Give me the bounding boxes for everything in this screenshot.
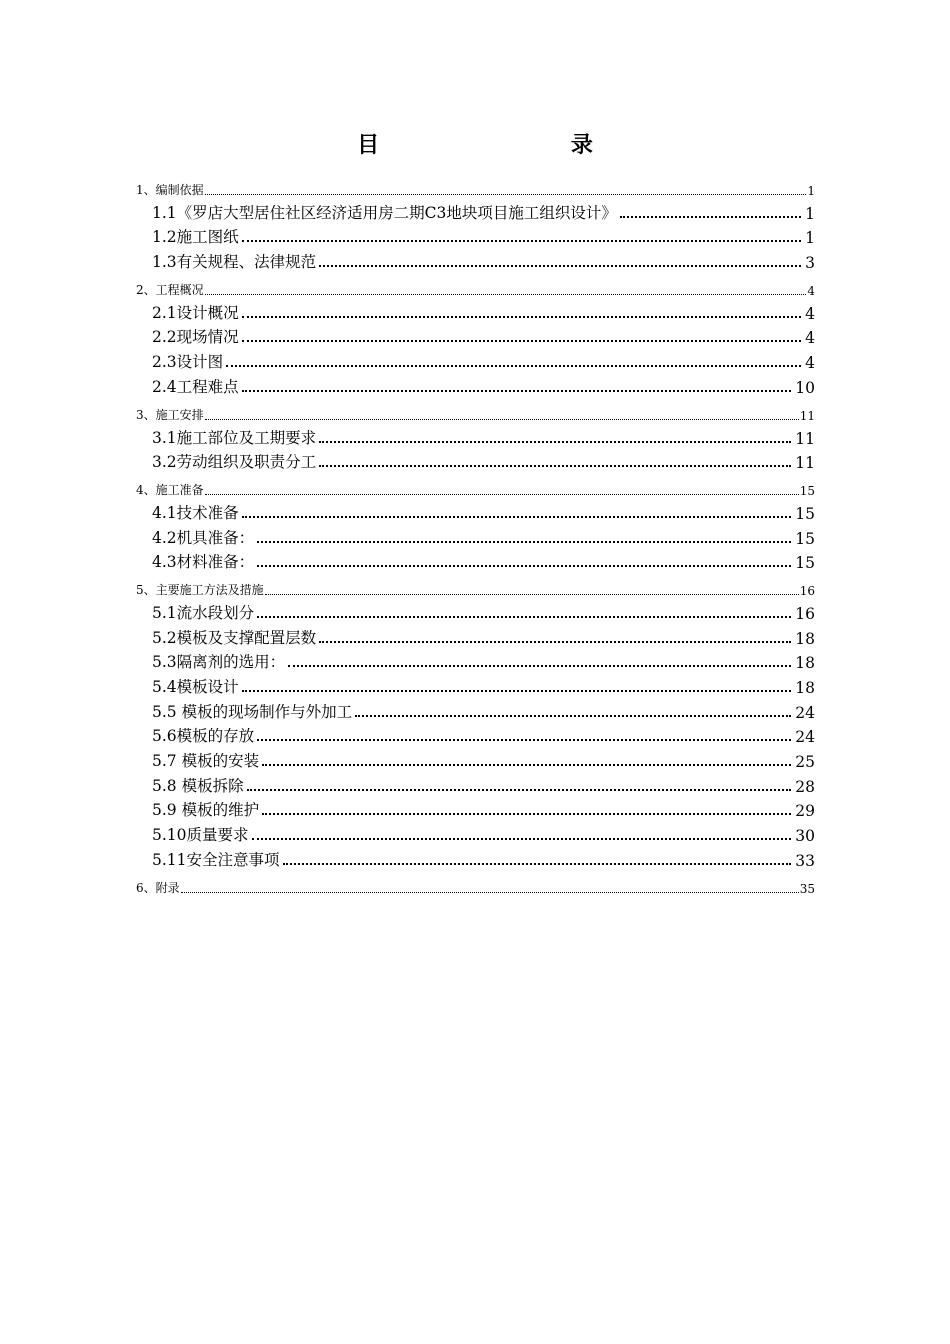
toc-entry-label: 4.3材料准备： [152,553,255,572]
toc-dot-leader [205,194,807,195]
toc-entry-label: 5.3隔离剂的选用： [152,653,286,672]
toc-entry-page-number: 15 [799,484,815,499]
toc-chapter-entry[interactable] [136,397,815,423]
toc-entry-label: 4.1技术准备 [152,503,239,522]
table-of-contents [136,172,815,896]
toc-section-entry[interactable] [136,746,815,771]
toc-section-entry[interactable] [136,223,815,248]
toc-entry-page-number: 18 [795,629,815,648]
toc-chapter-entry[interactable] [136,870,815,896]
toc-dot-leader [205,419,799,420]
toc-section-entry[interactable] [136,648,815,673]
toc-entry-label: 5.4模板设计 [152,678,239,696]
toc-dot-leader [242,240,801,242]
toc-entry-page-number: 33 [795,851,815,870]
toc-entry-label: 5.7 模板的安装 [152,752,260,771]
toc-dot-leader [257,565,791,567]
toc-entry-label: 3.2劳动组织及职责分工 [152,453,317,472]
toc-section-entry[interactable] [136,672,815,697]
toc-chapter-entry[interactable] [136,572,815,598]
toc-entry-label: 3、施工安排 [136,407,204,422]
toc-section-entry[interactable] [136,623,815,648]
toc-dot-leader [319,265,801,267]
toc-chapter-entry[interactable] [136,472,815,498]
toc-entry-label: 5.8 模板拆除 [152,776,244,795]
toc-entry-page-number: 15 [795,554,815,573]
toc-entry-page-number: 25 [795,753,815,772]
toc-entry-page-number: 10 [795,378,815,397]
toc-entry-label: 5.6模板的存放 [152,727,255,746]
toc-section-entry[interactable] [136,845,815,870]
toc-dot-leader [242,690,792,692]
page-title: 目 录 [357,132,685,158]
toc-entry-page-number: 30 [795,827,815,846]
toc-entry-label: 2.1设计概况 [152,303,239,322]
toc-section-entry[interactable] [136,820,815,845]
toc-entry-label: 5.1流水段划分 [152,603,255,622]
toc-entry-page-number: 15 [795,529,815,548]
toc-dot-leader [262,764,791,766]
toc-dot-leader [262,813,791,815]
toc-entry-label: 1.2施工图纸 [152,228,239,247]
toc-section-entry[interactable] [136,796,815,821]
toc-dot-leader [205,294,807,295]
toc-chapter-entry[interactable] [136,172,815,198]
toc-entry-label: 5.11安全注意事项 [152,850,280,869]
toc-section-entry[interactable] [136,198,815,223]
toc-dot-leader [247,789,792,791]
toc-entry-label: 2.4工程难点 [152,377,239,396]
toc-entry-label: 5.5 模板的现场制作与外加工 [152,702,353,721]
toc-entry-label: 5.10质量要求 [152,826,249,845]
toc-entry-page-number: 1 [805,229,815,248]
toc-entry-page-number: 24 [795,703,815,722]
toc-dot-leader [252,838,792,840]
toc-section-entry[interactable] [136,323,815,348]
toc-dot-leader [242,316,801,318]
toc-entry-label: 4、施工准备 [136,483,204,498]
toc-section-entry[interactable] [136,722,815,747]
toc-entry-label: 2.2现场情况 [152,328,239,347]
toc-section-entry[interactable] [136,448,815,473]
toc-entry-label: 1.1《罗店大型居住社区经济适用房二期C3地块项目施工组织设计》 [152,203,617,222]
toc-entry-page-number: 1 [805,204,815,223]
toc-dot-leader [355,715,791,717]
toc-entry-page-number: 24 [795,728,815,747]
toc-entry-page-number: 1 [807,184,815,198]
toc-section-entry[interactable] [136,598,815,623]
toc-entry-page-number: 11 [795,429,815,448]
toc-section-entry[interactable] [136,298,815,323]
toc-entry-page-number: 18 [795,654,815,673]
toc-entry-label: 3.1施工部位及工期要求 [152,428,317,447]
toc-chapter-entry[interactable] [136,272,815,298]
toc-entry-page-number: 28 [795,777,815,796]
toc-entry-page-number: 11 [799,408,815,423]
toc-entry-page-number: 35 [799,881,815,896]
toc-entry-page-number: 4 [805,304,815,323]
toc-dot-leader [257,739,791,741]
toc-entry-page-number: 29 [795,802,815,821]
toc-section-entry[interactable] [136,347,815,372]
toc-dot-leader [319,641,791,643]
toc-entry-label: 6、附录 [136,880,180,895]
toc-entry-label: 2、工程概况 [136,283,204,298]
toc-entry-label: 2.3设计图 [152,353,224,372]
toc-entry-page-number: 16 [795,604,815,623]
toc-dot-leader [319,441,791,443]
toc-entry-label: 4.2机具准备： [152,528,255,547]
toc-dot-leader [283,863,792,865]
toc-dot-leader [288,665,791,667]
toc-entry-label: 5.9 模板的维护 [152,801,260,820]
toc-section-entry[interactable] [136,423,815,448]
toc-dot-leader [226,365,801,367]
toc-dot-leader [257,541,791,543]
toc-dot-leader [265,594,799,595]
toc-entry-page-number: 4 [807,284,815,299]
toc-entry-label: 1、编制依据 [136,183,204,197]
toc-section-entry[interactable] [136,697,815,722]
toc-entry-page-number: 11 [795,454,815,473]
toc-entry-page-number: 4 [805,329,815,348]
toc-entry-page-number: 3 [805,254,815,273]
toc-section-entry[interactable] [136,498,815,523]
toc-entry-label: 1.3有关规程、法律规范 [152,253,317,272]
toc-section-entry[interactable] [136,247,815,272]
toc-dot-leader [242,340,801,342]
toc-dot-leader [181,892,799,893]
toc-entry-page-number: 15 [795,504,815,523]
toc-entry-page-number: 18 [795,679,815,697]
toc-dot-leader [242,390,792,392]
toc-dot-leader [205,494,799,495]
toc-section-entry[interactable] [136,771,815,796]
toc-section-entry[interactable] [136,548,815,573]
toc-dot-leader [257,616,791,618]
toc-section-entry[interactable] [136,372,815,397]
toc-entry-label: 5.2模板及支撑配置层数 [152,628,317,647]
toc-entry-label: 5、主要施工方法及措施 [136,583,264,598]
toc-dot-leader [620,216,801,218]
toc-dot-leader [319,465,791,467]
toc-entry-page-number: 16 [799,584,815,599]
toc-dot-leader [242,516,792,518]
toc-section-entry[interactable] [136,523,815,548]
toc-entry-page-number: 4 [805,354,815,373]
